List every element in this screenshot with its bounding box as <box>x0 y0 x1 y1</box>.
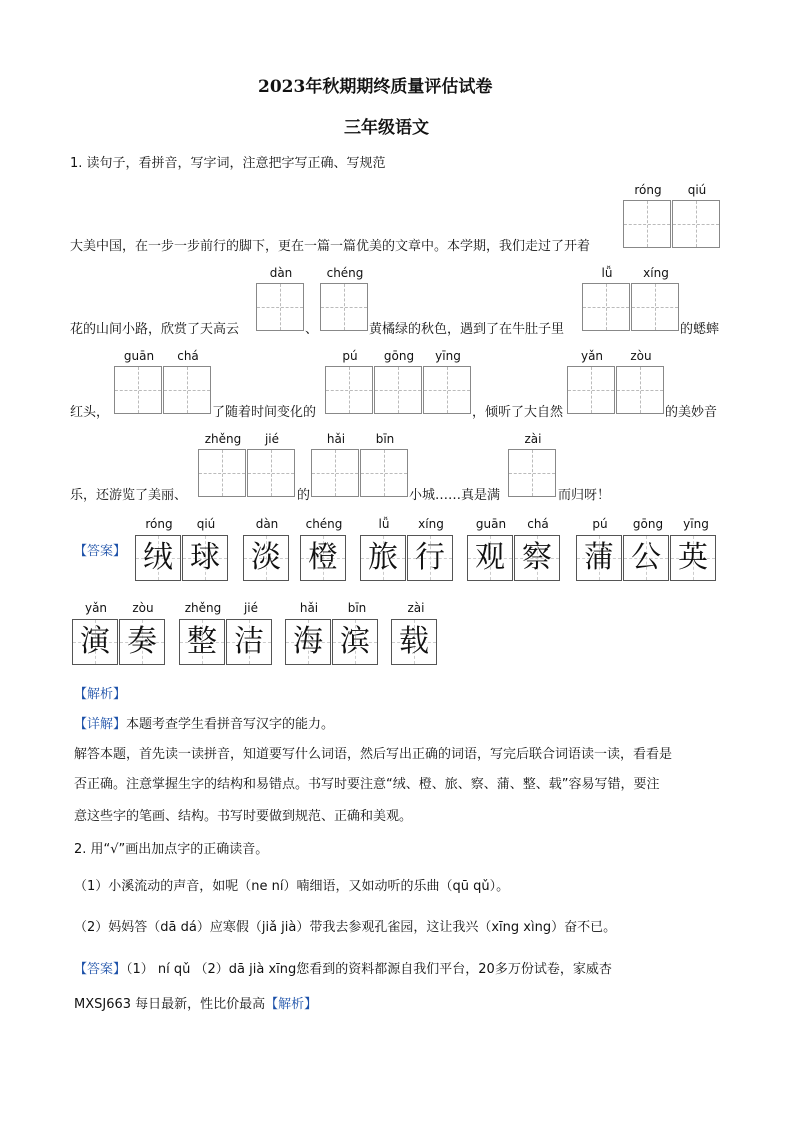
answer-char: 察 <box>514 535 560 581</box>
blank-box[interactable] <box>374 366 422 414</box>
answer-char: 橙 <box>300 535 346 581</box>
q2-analysis-label: 【解析】 <box>265 997 318 1012</box>
pinyin: zài <box>524 432 542 446</box>
q1-line2a: 花的山间小路，欣赏了天高云 <box>70 322 240 337</box>
q1-line3b: 了随着时间变化的 <box>212 405 317 420</box>
detail-text: 本题考查学生看拼音写汉字的能力。 <box>126 717 335 732</box>
page-title: 2023年秋期期终质量评估试卷 <box>258 77 493 97</box>
pinyin: róng <box>634 183 662 197</box>
q1-prompt: 1. 读句子，看拼音，写字词，注意把字写正确、写规范 <box>70 156 386 171</box>
analysis-para2: 否正确。注意掌握生字的结构和易错点。书写时要注意“绒、橙、旅、察、蒲、整、载”容易写错，要注 <box>74 777 660 792</box>
pinyin: zòu <box>630 349 652 363</box>
answer-char: 球 <box>182 535 228 581</box>
pinyin: pú <box>592 517 608 531</box>
answer-char: 英 <box>670 535 716 581</box>
blank-box[interactable] <box>616 366 664 414</box>
promo-text: 您看到的资料都源自我们平台，20多万份试卷，家威杏 <box>296 962 612 977</box>
blank-box[interactable] <box>247 449 295 497</box>
q1-line3a: 红头， <box>70 405 110 420</box>
q2-prompt: 2. 用“√”画出加点字的正确读音。 <box>74 842 269 857</box>
q1-line2b: 、 <box>305 322 319 337</box>
blank-box[interactable] <box>631 283 679 331</box>
pinyin: hǎi <box>326 432 346 446</box>
blank-box[interactable] <box>311 449 359 497</box>
q1-line4c: 小城……真是满 <box>409 488 501 503</box>
blank-box[interactable] <box>423 366 471 414</box>
answer-char: 演 <box>72 619 118 665</box>
blank-box[interactable] <box>163 366 211 414</box>
q1-line4a: 乐，还游览了美丽、 <box>70 488 188 503</box>
pinyin: róng <box>145 517 173 531</box>
pinyin: qiú <box>687 183 707 197</box>
pinyin: zài <box>407 601 425 615</box>
pinyin: chéng <box>305 517 343 531</box>
q2-answer-label: 【答案】 <box>74 962 127 977</box>
blank-box[interactable] <box>672 200 720 248</box>
pinyin: hǎi <box>299 601 319 615</box>
blank-box[interactable] <box>508 449 556 497</box>
pinyin: chá <box>177 349 199 363</box>
answer-char: 淡 <box>243 535 289 581</box>
answer-char: 观 <box>467 535 513 581</box>
q2-answer-text: （1） ní qǔ （2）dā jià xīng <box>126 962 297 977</box>
q1-line4b: 的 <box>297 488 311 503</box>
pinyin: lǚ <box>601 266 613 280</box>
blank-box[interactable] <box>325 366 373 414</box>
pinyin: yīng <box>683 517 709 531</box>
pinyin: zhěng <box>204 432 242 446</box>
q1-line2d: 的蟋蟀 <box>680 322 720 337</box>
pinyin: zòu <box>132 601 154 615</box>
blank-box[interactable] <box>567 366 615 414</box>
answer-char: 绒 <box>135 535 181 581</box>
detail-label: 【详解】 <box>74 717 127 732</box>
answer-char: 行 <box>407 535 453 581</box>
q1-line2c: 黄橘绿的秋色，遇到了在牛肚子里 <box>369 322 565 337</box>
pinyin: dàn <box>255 517 279 531</box>
q2-item2: （2）妈妈答（dā dá）应寒假（jiǎ jià）带我去参观孔雀园，这让我兴（xīng xìng）奋不已。 <box>74 920 617 935</box>
answer-char: 海 <box>285 619 331 665</box>
blank-box[interactable] <box>256 283 304 331</box>
analysis-label: 【解析】 <box>74 687 127 702</box>
blank-box[interactable] <box>198 449 246 497</box>
pinyin: bīn <box>347 601 367 615</box>
answer-label: 【答案】 <box>74 544 127 559</box>
q1-line1: 大美中国，在一步一步前行的脚下，更在一篇一篇优美的文章中。本学期，我们走过了开着 <box>70 239 591 254</box>
q1-line3c: ，倾听了大自然 <box>472 405 564 420</box>
pinyin: yǎn <box>580 349 604 363</box>
answer-char: 载 <box>391 619 437 665</box>
q1-line4d: 而归呀！ <box>558 488 611 503</box>
promo-text-2: MXSJ663 每日最新，性比价最高 <box>74 997 266 1012</box>
pinyin: xíng <box>643 266 669 280</box>
pinyin: xíng <box>418 517 444 531</box>
blank-box[interactable] <box>623 200 671 248</box>
pinyin: bīn <box>375 432 395 446</box>
answer-char: 公 <box>623 535 669 581</box>
pinyin: guān <box>475 517 507 531</box>
pinyin: guān <box>123 349 155 363</box>
pinyin: gōng <box>383 349 415 363</box>
pinyin: jié <box>264 432 280 446</box>
q1-line3d: 的美妙音 <box>665 405 718 420</box>
answer-char: 蒲 <box>576 535 622 581</box>
pinyin: gōng <box>632 517 664 531</box>
pinyin: lǚ <box>378 517 390 531</box>
blank-box[interactable] <box>114 366 162 414</box>
blank-box[interactable] <box>320 283 368 331</box>
answer-char: 奏 <box>119 619 165 665</box>
pinyin: qiú <box>196 517 216 531</box>
pinyin: zhěng <box>184 601 222 615</box>
q2-item1: （1）小溪流动的声音，如呢（ne ní）喃细语，又如动听的乐曲（qū qǔ）。 <box>74 879 510 894</box>
pinyin: pú <box>342 349 358 363</box>
answer-char: 洁 <box>226 619 272 665</box>
q2-answer-line2 <box>74 993 317 1012</box>
analysis-para1: 解答本题，首先读一读拼音，知道要写什么词语，然后写出正确的词语，写完后联合词语读一读，看看是 <box>74 747 673 762</box>
pinyin: yīng <box>435 349 461 363</box>
answer-char: 旅 <box>360 535 406 581</box>
pinyin: jié <box>243 601 259 615</box>
pinyin: chéng <box>326 266 364 280</box>
answer-char: 滨 <box>332 619 378 665</box>
page-subtitle: 三年级语文 <box>344 118 429 138</box>
pinyin: yǎn <box>84 601 108 615</box>
pinyin: chá <box>527 517 549 531</box>
pinyin: dàn <box>269 266 293 280</box>
analysis-detail <box>74 713 334 732</box>
answer-char: 整 <box>179 619 225 665</box>
q2-answer <box>74 958 612 977</box>
blank-box[interactable] <box>360 449 408 497</box>
blank-box[interactable] <box>582 283 630 331</box>
analysis-para3: 意这些字的笔画、结构。书写时要做到规范、正确和美观。 <box>74 809 413 824</box>
